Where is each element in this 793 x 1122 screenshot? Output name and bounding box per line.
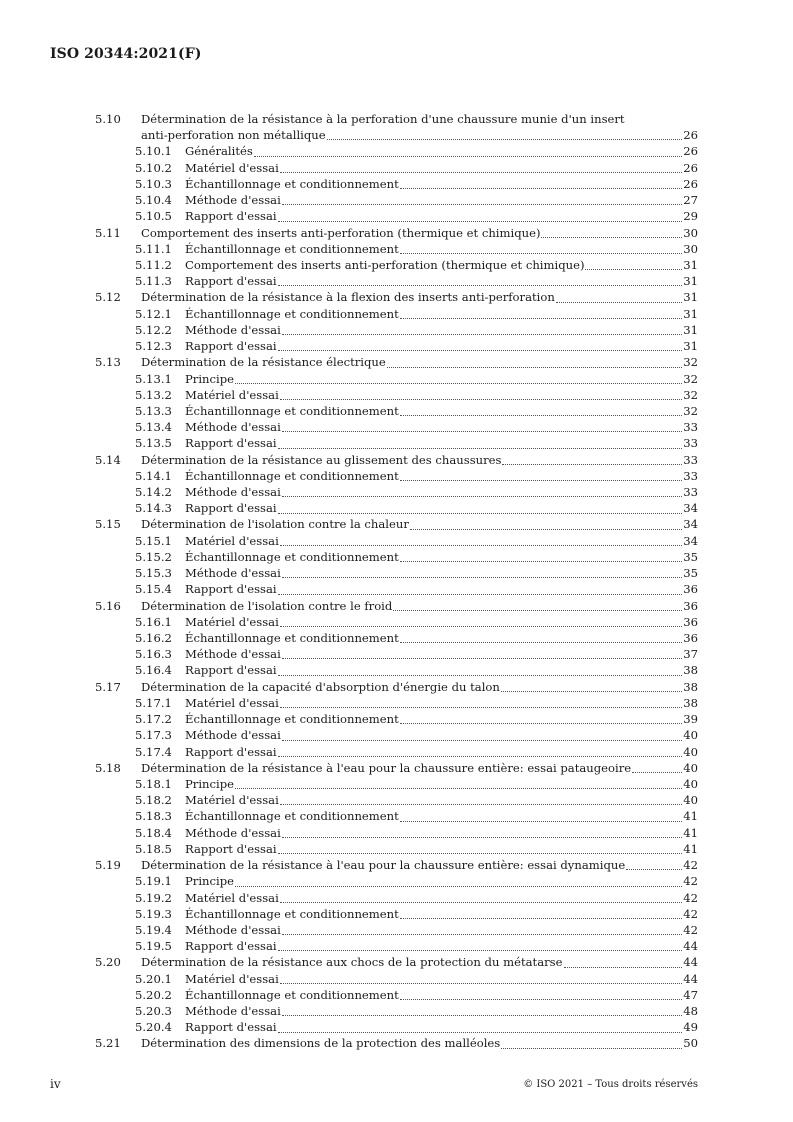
toc-section-entry[interactable]: [95, 452, 698, 468]
page-number: iv: [50, 1077, 61, 1091]
toc-subsection-entry[interactable]: [95, 273, 698, 289]
toc-entry-title: Comportement des inserts anti-perforation (thermique et chimique): [185, 257, 585, 272]
dot-leader: [501, 1047, 682, 1049]
toc-entry-title: Échantillonnage et conditionnement: [185, 809, 399, 824]
dot-leader: [282, 739, 682, 741]
dot-leader: [282, 657, 682, 659]
toc-entry-number: 5.15.2: [135, 549, 172, 564]
toc-entry-title: Échantillonnage et conditionnement: [185, 176, 399, 191]
toc-entry-title: Méthode d'essai: [185, 1004, 281, 1019]
toc-subsection-entry[interactable]: [95, 906, 698, 922]
toc-subsection-entry[interactable]: [95, 338, 698, 354]
toc-entry-page: 42: [683, 874, 698, 889]
toc-subsection-entry[interactable]: [95, 744, 698, 760]
dot-leader: [278, 512, 683, 514]
toc-entry-title: Comportement des inserts anti-perforation (thermique et chimique): [141, 225, 541, 240]
dot-leader: [632, 771, 682, 773]
toc-subsection-entry[interactable]: [95, 614, 698, 630]
dot-leader: [280, 544, 682, 546]
toc-entry-title: Méthode d'essai: [185, 825, 281, 840]
toc-entry-page: 34: [683, 517, 698, 532]
toc-entry-title: Échantillonnage et conditionnement: [185, 403, 399, 418]
toc-subsection-entry[interactable]: [95, 208, 698, 224]
toc-entry-page: 49: [683, 1020, 698, 1035]
toc-entry-title: Matériel d'essai: [185, 614, 279, 629]
toc-entry-page: 31: [683, 290, 698, 305]
toc-entry-number: 5.20.4: [135, 1020, 172, 1035]
toc-entry-page: 44: [683, 955, 698, 970]
toc-subsection-entry[interactable]: [95, 484, 698, 500]
toc-entry-title: Échantillonnage et conditionnement: [185, 712, 399, 727]
toc-subsection-entry[interactable]: [95, 322, 698, 338]
toc-subsection-entry[interactable]: [95, 257, 698, 273]
toc-subsection-entry[interactable]: [95, 143, 698, 159]
dot-leader: [400, 317, 682, 319]
toc-entry-number: 5.20: [95, 955, 121, 970]
toc-entry-page: 32: [683, 403, 698, 418]
toc-entry-number: 5.14.1: [135, 468, 172, 483]
toc-subsection-entry[interactable]: [95, 500, 698, 516]
dot-leader: [278, 674, 683, 676]
toc-subsection-entry[interactable]: [95, 873, 698, 889]
toc-entry-page: 31: [683, 339, 698, 354]
dot-leader: [280, 171, 682, 173]
dot-leader: [564, 966, 683, 968]
toc-entry-page: 29: [683, 209, 698, 224]
dot-leader: [278, 349, 683, 351]
toc-entry-number: 5.19.4: [135, 922, 172, 937]
dot-leader: [556, 301, 682, 303]
toc-entry-title: Détermination des dimensions de la protection des malléoles: [141, 1036, 501, 1051]
dot-leader: [235, 382, 682, 384]
dot-leader: [282, 333, 682, 335]
document-header: ISO 20344:2021(F): [50, 46, 202, 62]
dot-leader: [327, 138, 683, 140]
dot-leader: [282, 430, 682, 432]
dot-leader: [393, 609, 682, 611]
dot-leader: [282, 1014, 682, 1016]
toc-entry-page: 30: [683, 225, 698, 240]
toc-subsection-entry[interactable]: [95, 192, 698, 208]
toc-entry-title: Détermination de la résistance à l'eau pour la chaussure entière: essai dynamique: [141, 858, 626, 873]
toc-entry-page: 38: [683, 695, 698, 710]
toc-entry-page: 26: [683, 144, 698, 159]
toc-entry-page: 42: [683, 858, 698, 873]
dot-leader: [235, 787, 682, 789]
toc-entry-number: 5.17.2: [135, 712, 172, 727]
toc-entry-title: Matériel d'essai: [185, 890, 279, 905]
toc-entry-title: Détermination de la résistance à l'eau pour la chaussure entière: essai pataugeoire: [141, 760, 632, 775]
toc-entry-title: Échantillonnage et conditionnement: [185, 549, 399, 564]
toc-subsection-entry[interactable]: [95, 841, 698, 857]
toc-subsection-entry[interactable]: [95, 371, 698, 387]
toc-subsection-entry[interactable]: [95, 403, 698, 419]
toc-section-entry[interactable]: [95, 1035, 698, 1051]
dot-leader: [278, 755, 683, 757]
toc-entry-page: 36: [683, 598, 698, 613]
toc-entry-number: 5.16: [95, 598, 121, 613]
toc-entry-page: 36: [683, 631, 698, 646]
toc-subsection-entry[interactable]: [95, 581, 698, 597]
toc-entry-number: 5.20.2: [135, 987, 172, 1002]
toc-entry-page: 41: [683, 841, 698, 856]
toc-section-entry[interactable]: [95, 225, 698, 241]
copyright-notice: © ISO 2021 – Tous droits réservés: [523, 1079, 698, 1090]
toc-entry-title: Détermination de la résistance électrique: [141, 355, 386, 370]
dot-leader: [278, 593, 683, 595]
toc-entry-number: 5.18.2: [135, 793, 172, 808]
dot-leader: [280, 706, 682, 708]
toc-entry-title: Échantillonnage et conditionnement: [185, 987, 399, 1002]
toc-entry-title: Généralités: [185, 144, 253, 159]
toc-subsection-entry[interactable]: [95, 825, 698, 841]
dot-leader: [400, 641, 682, 643]
toc-subsection-entry[interactable]: [95, 387, 698, 403]
toc-entry-page: 40: [683, 760, 698, 775]
toc-entry-page: 33: [683, 485, 698, 500]
toc-entry-number: 5.18.4: [135, 825, 172, 840]
toc-subsection-entry[interactable]: [95, 468, 698, 484]
toc-entry-title: Rapport d'essai: [185, 841, 277, 856]
toc-entry-page: 40: [683, 793, 698, 808]
toc-entry-title: Rapport d'essai: [185, 582, 277, 597]
toc-entry-number: 5.13.1: [135, 371, 172, 386]
toc-entry-number: 5.17.4: [135, 744, 172, 759]
toc-entry-page: 42: [683, 906, 698, 921]
toc-entry-page: 37: [683, 647, 698, 662]
toc-entry-page: 41: [683, 825, 698, 840]
dot-leader: [278, 447, 683, 449]
toc-entry-number: 5.11.3: [135, 274, 172, 289]
toc-subsection-entry[interactable]: [95, 792, 698, 808]
dot-leader: [400, 252, 682, 254]
toc-entry-title: Détermination de l'isolation contre la chaleur: [141, 517, 409, 532]
dot-leader: [254, 155, 682, 157]
toc-subsection-entry[interactable]: [95, 971, 698, 987]
toc-entry-number: 5.14.2: [135, 485, 172, 500]
toc-entry-page: 31: [683, 322, 698, 337]
toc-subsection-entry[interactable]: [95, 533, 698, 549]
toc-entry-number: 5.19.5: [135, 939, 172, 954]
toc-entry-number: 5.11: [95, 225, 121, 240]
dot-leader: [400, 998, 682, 1000]
toc-entry-title: Rapport d'essai: [185, 436, 277, 451]
dot-leader: [280, 982, 682, 984]
toc-subsection-entry[interactable]: [95, 1003, 698, 1019]
toc-entry-page: 44: [683, 939, 698, 954]
toc-entry-number: 5.10.1: [135, 144, 172, 159]
toc-entry-page: 41: [683, 809, 698, 824]
toc-subsection-entry[interactable]: [95, 176, 698, 192]
toc-entry-page: 38: [683, 679, 698, 694]
dot-leader: [280, 625, 682, 627]
toc-subsection-entry[interactable]: [95, 938, 698, 954]
table-of-contents: [95, 111, 698, 1052]
dot-leader: [585, 268, 682, 270]
toc-entry-title: Matériel d'essai: [185, 533, 279, 548]
toc-subsection-entry[interactable]: [95, 241, 698, 257]
toc-entry-number: 5.19: [95, 858, 121, 873]
toc-subsection-entry[interactable]: [95, 306, 698, 322]
toc-subsection-entry[interactable]: [95, 711, 698, 727]
toc-entry-title: Méthode d'essai: [185, 922, 281, 937]
toc-entry-page: 40: [683, 728, 698, 743]
dot-leader: [278, 949, 683, 951]
toc-section-entry[interactable]: [95, 289, 698, 305]
toc-subsection-entry[interactable]: [95, 646, 698, 662]
toc-entry-title: Détermination de la résistance aux chocs de la protection du métatarse: [141, 955, 563, 970]
toc-entry-number: 5.20.1: [135, 971, 172, 986]
toc-entry-title: Matériel d'essai: [185, 793, 279, 808]
toc-entry-title: Échantillonnage et conditionnement: [185, 306, 399, 321]
toc-subsection-entry[interactable]: [95, 662, 698, 678]
toc-entry-title: anti-perforation non métallique: [141, 128, 326, 143]
toc-entry-number: 5.16.1: [135, 614, 172, 629]
toc-subsection-entry[interactable]: [95, 695, 698, 711]
toc-entry-page: 40: [683, 776, 698, 791]
toc-entry-title: Matériel d'essai: [185, 695, 279, 710]
dot-leader: [541, 236, 682, 238]
toc-entry-page: 26: [683, 160, 698, 175]
toc-entry-page: 31: [683, 274, 698, 289]
dot-leader: [280, 803, 682, 805]
toc-entry-title: Échantillonnage et conditionnement: [185, 631, 399, 646]
toc-entry-title: Rapport d'essai: [185, 744, 277, 759]
toc-subsection-entry[interactable]: [95, 160, 698, 176]
toc-entry-page: 33: [683, 436, 698, 451]
toc-subsection-entry[interactable]: [95, 1019, 698, 1035]
toc-entry-page: 26: [683, 176, 698, 191]
toc-entry-page: 31: [683, 306, 698, 321]
toc-entry-number: 5.18.5: [135, 841, 172, 856]
toc-entry-title: Détermination de la capacité d'absorption d'énergie du talon: [141, 679, 500, 694]
toc-entry-page: 36: [683, 614, 698, 629]
toc-entry-title: Matériel d'essai: [185, 971, 279, 986]
dot-leader: [400, 479, 682, 481]
toc-entry-number: 5.12: [95, 290, 121, 305]
toc-entry-title: Rapport d'essai: [185, 339, 277, 354]
dot-leader: [626, 868, 682, 870]
toc-subsection-entry[interactable]: [95, 987, 698, 1003]
dot-leader: [501, 690, 682, 692]
toc-entry-number: 5.17.3: [135, 728, 172, 743]
toc-entry-number: 5.15.1: [135, 533, 172, 548]
dot-leader: [282, 836, 682, 838]
dot-leader: [280, 398, 682, 400]
dot-leader: [280, 901, 682, 903]
toc-entry-page: 27: [683, 193, 698, 208]
toc-entry-page: 34: [683, 501, 698, 516]
toc-entry-number: 5.16.4: [135, 663, 172, 678]
toc-entry-page: 50: [683, 1036, 698, 1051]
toc-entry-number: 5.11.2: [135, 257, 172, 272]
toc-entry-number: 5.10.5: [135, 209, 172, 224]
toc-section-entry[interactable]: [95, 111, 698, 143]
toc-subsection-entry[interactable]: [95, 808, 698, 824]
toc-entry-page: 33: [683, 420, 698, 435]
toc-entry-title: Rapport d'essai: [185, 209, 277, 224]
toc-entry-number: 5.10: [95, 112, 121, 126]
dot-leader: [278, 284, 683, 286]
toc-entry-number: 5.14: [95, 452, 121, 467]
toc-section-entry[interactable]: [95, 857, 698, 873]
toc-entry-number: 5.15.3: [135, 566, 172, 581]
toc-entry-title: Méthode d'essai: [185, 485, 281, 500]
toc-entry-title: Rapport d'essai: [185, 939, 277, 954]
dot-leader: [400, 414, 682, 416]
toc-entry-number: 5.17.1: [135, 695, 172, 710]
dot-leader: [502, 463, 682, 465]
dot-leader: [400, 187, 682, 189]
toc-entry-number: 5.18.3: [135, 809, 172, 824]
dot-leader: [278, 1031, 683, 1033]
toc-section-entry[interactable]: [95, 354, 698, 370]
toc-entry-number: 5.10.2: [135, 160, 172, 175]
toc-entry-number: 5.18.1: [135, 776, 172, 791]
dot-leader: [400, 820, 682, 822]
toc-entry-number: 5.19.3: [135, 906, 172, 921]
toc-entry-title: Rapport d'essai: [185, 1020, 277, 1035]
toc-entry-number: 5.11.1: [135, 241, 172, 256]
toc-entry-number: 5.20.3: [135, 1004, 172, 1019]
toc-entry-title: Matériel d'essai: [185, 160, 279, 175]
toc-entry-title: Méthode d'essai: [185, 647, 281, 662]
toc-entry-title: Méthode d'essai: [185, 193, 281, 208]
toc-entry-number: 5.16.3: [135, 647, 172, 662]
toc-subsection-entry[interactable]: [95, 419, 698, 435]
toc-entry-title: Méthode d'essai: [185, 420, 281, 435]
toc-entry-title: Rapport d'essai: [185, 663, 277, 678]
dot-leader: [282, 495, 682, 497]
toc-entry-number: 5.15.4: [135, 582, 172, 597]
toc-entry-page: 33: [683, 468, 698, 483]
toc-entry-number: 5.19.1: [135, 874, 172, 889]
toc-entry-number: 5.10.3: [135, 176, 172, 191]
dot-leader: [400, 560, 682, 562]
toc-entry-page: 42: [683, 922, 698, 937]
toc-entry-page: 32: [683, 371, 698, 386]
dot-leader: [278, 220, 683, 222]
toc-entry-title: Échantillonnage et conditionnement: [185, 906, 399, 921]
toc-entry-number: 5.15: [95, 517, 121, 532]
toc-entry-page: 34: [683, 533, 698, 548]
toc-entry-page: 30: [683, 241, 698, 256]
dot-leader: [282, 576, 682, 578]
toc-entry-title: Principe: [185, 371, 235, 386]
toc-subsection-entry[interactable]: [95, 549, 698, 565]
dot-leader: [282, 203, 682, 205]
toc-entry-title: Rapport d'essai: [185, 501, 277, 516]
dot-leader: [400, 917, 682, 919]
toc-entry-number: 5.18: [95, 760, 121, 775]
toc-entry-page: 35: [683, 549, 698, 564]
toc-subsection-entry[interactable]: [95, 630, 698, 646]
toc-section-entry[interactable]: [95, 954, 698, 970]
toc-entry-number: 5.13: [95, 355, 121, 370]
toc-entry-number: 5.13.5: [135, 436, 172, 451]
toc-entry-number: 5.13.2: [135, 387, 172, 402]
toc-entry-page: 26: [683, 128, 698, 143]
toc-entry-page: 36: [683, 582, 698, 597]
toc-entry-title: Méthode d'essai: [185, 728, 281, 743]
toc-entry-page: 31: [683, 257, 698, 272]
toc-entry-page: 47: [683, 987, 698, 1002]
toc-subsection-entry[interactable]: [95, 727, 698, 743]
toc-subsection-entry[interactable]: [95, 922, 698, 938]
dot-leader: [387, 366, 682, 368]
toc-entry-title: Détermination de la résistance au glissement des chaussures: [141, 452, 502, 467]
dot-leader: [235, 885, 682, 887]
dot-leader: [282, 933, 682, 935]
toc-entry-page: 39: [683, 712, 698, 727]
toc-section-entry[interactable]: [95, 760, 698, 776]
toc-entry-number: 5.19.2: [135, 890, 172, 905]
toc-entry-page: 32: [683, 387, 698, 402]
toc-entry-number: 5.13.4: [135, 420, 172, 435]
toc-entry-page: 48: [683, 1004, 698, 1019]
toc-entry-title: Détermination de l'isolation contre le froid: [141, 598, 393, 613]
toc-entry-number: 5.10.4: [135, 193, 172, 208]
toc-entry-page: 35: [683, 566, 698, 581]
toc-subsection-entry[interactable]: [95, 435, 698, 451]
toc-entry-title: Détermination de la résistance à la flexion des inserts anti-perforation: [141, 290, 555, 305]
toc-entry-title: Échantillonnage et conditionnement: [185, 468, 399, 483]
toc-entry-title: Méthode d'essai: [185, 322, 281, 337]
toc-entry-page: 44: [683, 971, 698, 986]
toc-section-entry[interactable]: [95, 679, 698, 695]
toc-entry-number: 5.12.2: [135, 322, 172, 337]
toc-entry-number: 5.12.3: [135, 339, 172, 354]
toc-entry-title: Matériel d'essai: [185, 387, 279, 402]
dot-leader: [400, 722, 682, 724]
toc-entry-number: 5.13.3: [135, 403, 172, 418]
toc-entry-title-line1: Détermination de la résistance à la perforation d'une chaussure munie d'un insert: [141, 112, 625, 126]
toc-subsection-entry[interactable]: [95, 776, 698, 792]
toc-entry-number: 5.14.3: [135, 501, 172, 516]
toc-entry-page: 33: [683, 452, 698, 467]
toc-entry-page: 38: [683, 663, 698, 678]
toc-subsection-entry[interactable]: [95, 565, 698, 581]
toc-subsection-entry[interactable]: [95, 890, 698, 906]
toc-entry-title: Méthode d'essai: [185, 566, 281, 581]
dot-leader: [410, 528, 682, 530]
toc-entry-page: 32: [683, 355, 698, 370]
toc-entry-title: Échantillonnage et conditionnement: [185, 241, 399, 256]
toc-entry-number: 5.16.2: [135, 631, 172, 646]
dot-leader: [278, 852, 683, 854]
toc-entry-number: 5.17: [95, 679, 121, 694]
toc-entry-page: 40: [683, 744, 698, 759]
toc-entry-number: 5.12.1: [135, 306, 172, 321]
toc-section-entry[interactable]: [95, 598, 698, 614]
toc-entry-title: Principe: [185, 874, 235, 889]
toc-entry-page: 42: [683, 890, 698, 905]
toc-entry-number: 5.21: [95, 1036, 121, 1051]
toc-entry-title: Principe: [185, 776, 235, 791]
toc-entry-title: Rapport d'essai: [185, 274, 277, 289]
toc-section-entry[interactable]: [95, 516, 698, 532]
